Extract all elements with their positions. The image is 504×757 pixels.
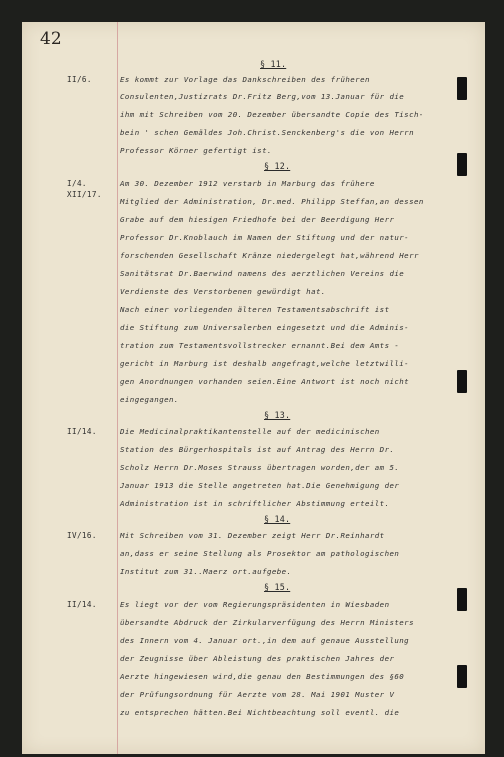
page-number: 42 (40, 29, 62, 49)
text-line: Mitglied der Administration, Dr.med. Philipp Steffan,an dessen (120, 197, 424, 206)
text-line: tration zum Testamentsvollstrecker ernannt.Bei dem Amts - (120, 341, 400, 350)
text-line: Station des Bürgerhospitals ist auf Antrag des Herrn Dr. (120, 445, 395, 454)
margin-reference: II/6. (67, 75, 92, 84)
section-heading: § 15. (264, 582, 291, 592)
text-line: Es kommt zur Vorlage das Dankschreiben des früheren (120, 75, 370, 84)
index-tab (457, 665, 467, 688)
margin-reference: I/4. XII/17. (67, 179, 102, 199)
text-line: Am 30. Dezember 1912 verstarb in Marburg das frühere (120, 179, 375, 188)
index-tab (457, 153, 467, 176)
text-line: die Stiftung zum Universalerben eingesetzt und die Adminis- (120, 323, 410, 332)
text-line: Grabe auf dem hiesigen Friedhofe bei der Beerdigung Herr (120, 215, 395, 224)
index-tab (457, 77, 467, 100)
text-line: Institut zum 31..Maerz ort.aufgebe. (120, 567, 292, 576)
margin-reference: II/14. (67, 427, 97, 436)
margin-reference: IV/16. (67, 531, 97, 540)
text-line: an,dass er seine Stellung als Prosektor am pathologischen (120, 549, 400, 558)
text-line: zu entsprechen hätten.Bei Nichtbeachtung soll eventl. die (120, 708, 400, 717)
text-line: Januar 1913 die Stelle angetreten hat.Die Genehmigung der (120, 481, 400, 490)
section-heading: § 13. (264, 410, 291, 420)
section-heading: § 14. (264, 514, 291, 524)
text-line: Professor Dr.Knoblauch im Namen der Stiftung und der natur- (120, 233, 410, 242)
text-line: Professor Körner gefertigt ist. (120, 146, 272, 155)
text-line: gericht in Marburg ist deshalb angefragt,welche letztwilli- (120, 359, 410, 368)
text-line: der Zeugnisse über Ableistung des praktischen Jahres der (120, 654, 395, 663)
text-line: Die Medicinalpraktikantenstelle auf der medicinischen (120, 427, 380, 436)
text-line: Aerzte hingewiesen wird,die genau den Bestimmungen des §60 (120, 672, 405, 681)
text-line: Scholz Herrn Dr.Moses Strauss übertragen worden,der am 5. (120, 463, 400, 472)
text-line: forschenden Gesellschaft Kränze niedergelegt hat,während Herr (120, 251, 419, 260)
text-line: Mit Schreiben vom 31. Dezember zeigt Herr Dr.Reinhardt (120, 531, 385, 540)
section-heading: § 11. (260, 59, 287, 69)
text-line: Es liegt vor der vom Regierungspräsidenten in Wiesbaden (120, 600, 390, 609)
text-line: ihm mit Schreiben vom 20. Dezember übersandte Copie des Tisch- (120, 110, 424, 119)
document-page (22, 22, 485, 754)
text-line: des Innern vom 4. Januar ort.,in dem auf genaue Ausstellung (120, 636, 410, 645)
index-tab (457, 588, 467, 611)
text-line: Verdienste des Verstorbenen gewürdigt hat. (120, 287, 326, 296)
text-line: Consulenten,Justizrats Dr.Fritz Berg,vom 13.Januar für die (120, 92, 405, 101)
margin-rule (117, 22, 118, 754)
text-line: übersandte Abdruck der Zirkularverfügung des Herrn Ministers (120, 618, 414, 627)
text-line: Administration ist in schriftlicher Abstimmung erteilt. (120, 499, 390, 508)
text-line: bein ' schen Gemäldes Joh.Christ.Senckenberg's die von Herrn (120, 128, 414, 137)
index-tab (457, 370, 467, 393)
text-line: gen Anordnungen vorhanden seien.Eine Antwort ist noch nicht (120, 377, 410, 386)
section-heading: § 12. (264, 161, 291, 171)
text-line: der Prüfungsordnung für Aerzte vom 28. Mai 1901 Muster V (120, 690, 395, 699)
margin-reference: II/14. (67, 600, 97, 609)
text-line: Sanitätsrat Dr.Baerwind namens des aerztlichen Vereins die (120, 269, 405, 278)
text-line: eingegangen. (120, 395, 179, 404)
text-line: Nach einer vorliegenden älteren Testamentsabschrift ist (120, 305, 390, 314)
